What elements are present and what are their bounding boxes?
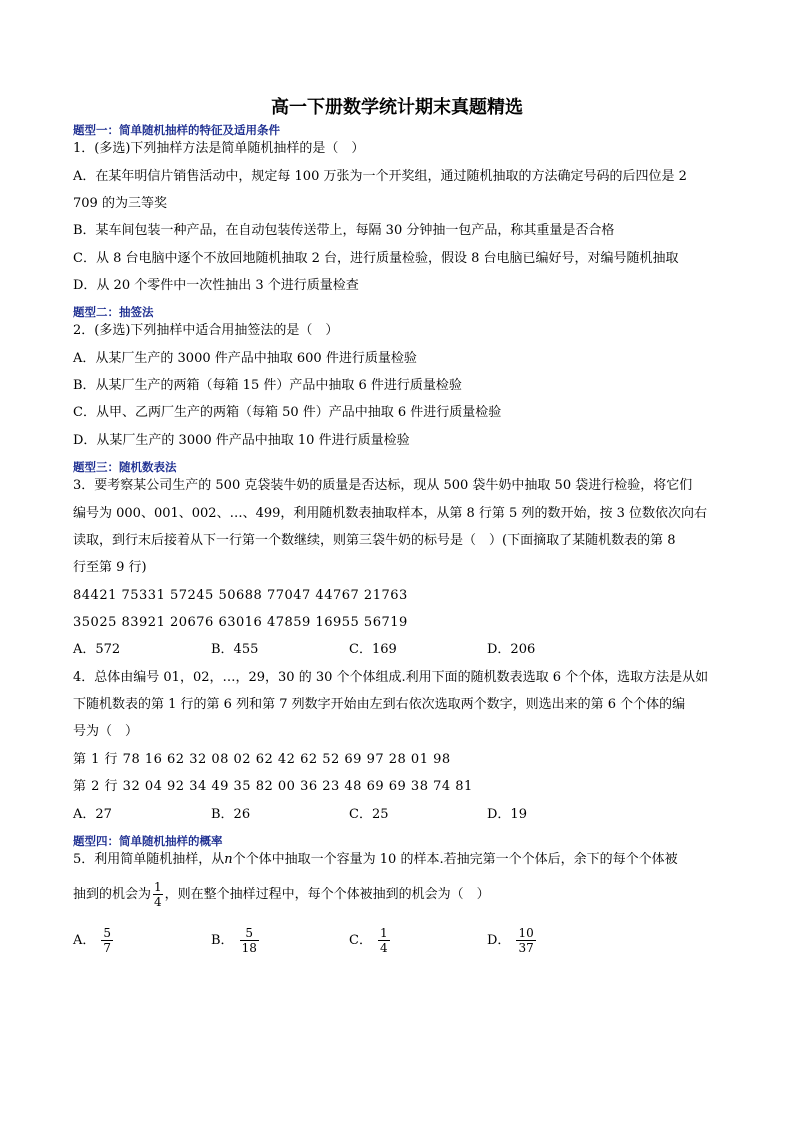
q4-line2: 下随机数表的第 1 行的第 6 列和第 7 列数字开始由左到右依次选取两个数字，则选出来的第 6 个个体的编: [73, 697, 686, 712]
q3-option-d: D．206: [487, 642, 536, 657]
q1-stem: 1．(多选)下列抽样方法是简单随机抽样的是（ ）: [73, 141, 365, 156]
q4-option-a: A．27: [73, 807, 112, 822]
q2-option-d: D．从某厂生产的 3000 件产品中抽取 10 件进行质量检验: [73, 433, 410, 448]
q1-option-a-line2: 709 的为三等奖: [73, 196, 167, 211]
q5-option-d-numerator: 10: [518, 926, 534, 940]
section-heading-1: 题型一：简单随机抽样的特征及适用条件: [73, 123, 280, 137]
q2-option-a: A．从某厂生产的 3000 件产品中抽取 600 件进行质量检验: [73, 351, 417, 366]
q2-option-b: B．从某厂生产的两箱（每箱 15 件）产品中抽取 6 件进行质量检验: [73, 378, 462, 393]
q5-fraction-numerator: 1: [154, 880, 162, 894]
q5-line1: [73, 851, 678, 869]
q5-option-a: [73, 926, 113, 955]
q5-option-b: [211, 926, 259, 955]
q1-option-c: C．从 8 台电脑中逐个不放回地随机抽取 2 台，进行质量检验，假设 8 台电脑已编好号，对编号随机抽取: [73, 251, 679, 266]
q5-option-a-label: A．: [73, 933, 96, 948]
q1-option-a-line1: A．在某年明信片销售活动中，规定每 100 万张为一个开奖组，通过随机抽取的方法确定号码的后四位是 2: [73, 169, 687, 184]
section-heading-2: 题型二：抽签法: [73, 305, 154, 319]
q5-option-c-fraction: [378, 926, 390, 955]
q3-line1: 3．要考察某公司生产的 500 克袋装牛奶的质量是否达标，现从 500 袋牛奶中抽取 50 袋进行检验，将它们: [73, 478, 693, 493]
q4-option-d: D．19: [487, 807, 527, 822]
q5-option-d: [487, 926, 536, 955]
q4-option-b: B．26: [211, 807, 251, 822]
q3-line2: 编号为 000、001、002、…、499，利用随机数表抽取样本，从第 8 行第 5 列的数开始，按 3 位数依次向右: [73, 506, 707, 521]
section-heading-3: 题型三：随机数表法: [73, 460, 177, 474]
q5-option-d-label: D．: [487, 933, 511, 948]
q4-line3: 号为（ ）: [73, 724, 139, 739]
q5-variable-n: n: [224, 852, 233, 867]
section-heading-4: 题型四：简单随机抽样的概率: [73, 834, 223, 848]
q1-option-d: D．从 20 个零件中一次性抽出 3 个进行质量检查: [73, 278, 359, 293]
q3-line4: 行至第 9 行): [73, 560, 147, 575]
page-title: 高一下册数学统计期末真题精选: [271, 97, 523, 118]
q3-option-b: B．455: [211, 642, 259, 657]
q4-option-c: C．25: [349, 807, 389, 822]
q2-option-c: C．从甲、乙两厂生产的两箱（每箱 50 件）产品中抽取 6 件进行质量检验: [73, 405, 502, 420]
q5-line2-pre: 抽到的机会为: [73, 887, 152, 902]
q5-option-a-fraction: [101, 926, 113, 955]
q5-option-c-label: C．: [349, 933, 372, 948]
q3-option-a: A．572: [73, 642, 121, 657]
q3-line3: 读取，到行末后接着从下一行第一个数继续，则第三袋牛奶的标号是（ ）(下面摘取了某随机数表的第 8: [73, 533, 676, 548]
q5-option-b-label: B．: [211, 933, 234, 948]
q5-option-d-fraction: [516, 926, 535, 955]
q5-inline-fraction: [153, 880, 163, 909]
q5-option-c: [349, 926, 390, 955]
q5-option-a-numerator: 5: [103, 926, 112, 940]
q5-line2: [73, 880, 490, 909]
q4-random-row-1: 第 1 行 78 16 62 32 08 02 62 42 62 52 69 97 28 01 98: [73, 752, 451, 767]
q5-option-b-numerator: 5: [240, 926, 259, 941]
q3-random-row-8: 84421 75331 57245 50688 77047 44767 21763: [73, 588, 408, 603]
q3-option-c: C．169: [349, 642, 397, 657]
q5-line1-pre: 5．利用简单随机抽样，从: [73, 852, 225, 867]
q5-option-d-denominator: 37: [518, 941, 534, 955]
q5-line2-post: ，则在整个抽样过程中，每个个体被抽到的机会为（ ）: [164, 887, 490, 902]
q5-line1-post: 个个体中抽取一个容量为 10 的样本.若抽完第一个个体后，余下的每个个体被: [232, 852, 678, 867]
q5-option-c-numerator: 1: [379, 926, 388, 940]
q4-random-row-2: 第 2 行 32 04 92 34 49 35 82 00 36 23 48 69 69 38 74 81: [73, 779, 473, 794]
q4-line1: 4．总体由编号 01，02，…，29，30 的 30 个个体组成.利用下面的随机数表选取 6 个个体，选取方法是从如: [73, 670, 709, 685]
q5-option-b-denominator: 18: [241, 941, 257, 955]
q3-random-row-9: 35025 83921 20676 63016 47859 16955 56719: [73, 615, 408, 630]
q5-option-a-denominator: 7: [103, 941, 112, 955]
q1-option-b: B．某车间包装一种产品，在自动包装传送带上，每隔 30 分钟抽一包产品，称其重量是否合格: [73, 223, 615, 238]
q2-stem: 2．(多选)下列抽样中适合用抽签法的是（ ）: [73, 323, 339, 338]
q5-option-c-denominator: 4: [379, 941, 388, 955]
q5-fraction-denominator: 4: [154, 895, 162, 909]
q5-option-b-fraction: [240, 926, 259, 955]
